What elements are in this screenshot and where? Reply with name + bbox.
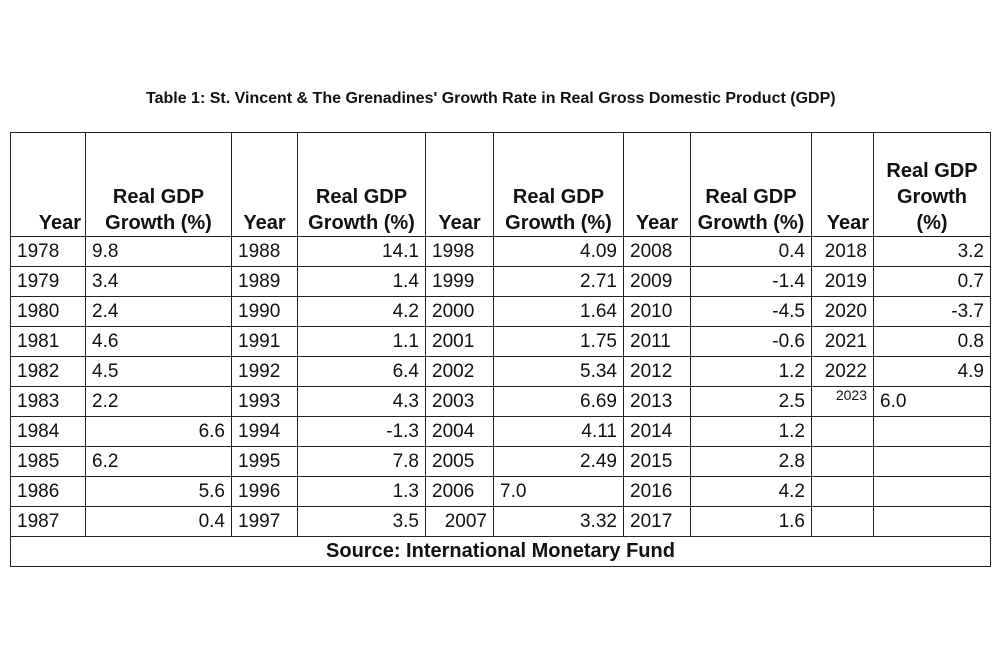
year-cell: 1984 [11,417,86,447]
year-cell: 2012 [624,357,691,387]
year-cell: 1990 [232,297,298,327]
table-row [11,267,991,297]
header-year: Year [812,133,874,237]
growth-cell: 1.2 [691,417,812,447]
year-cell: 2003 [426,387,494,417]
growth-cell: 2.71 [494,267,624,297]
year-cell: 2000 [426,297,494,327]
growth-cell: 3.32 [494,507,624,537]
growth-cell: 1.75 [494,327,624,357]
year-cell: 2019 [812,267,874,297]
growth-cell: 6.0 [874,387,991,417]
growth-cell: 2.8 [691,447,812,477]
year-cell: 2010 [624,297,691,327]
growth-cell: 6.6 [86,417,232,447]
year-cell: 1992 [232,357,298,387]
year-cell: 1991 [232,327,298,357]
table-row [11,237,991,267]
table-row [11,477,991,507]
year-cell: 1988 [232,237,298,267]
year-cell: 2004 [426,417,494,447]
growth-cell: 1.6 [691,507,812,537]
header-year: Year [11,133,86,237]
growth-cell: 0.8 [874,327,991,357]
year-cell: 1989 [232,267,298,297]
header-growth: Real GDP Growth (%) [691,133,812,237]
growth-cell: 6.4 [298,357,426,387]
gdp-growth-table [10,132,991,567]
growth-cell: 1.1 [298,327,426,357]
year-cell: 1980 [11,297,86,327]
growth-cell: -0.6 [691,327,812,357]
table-row [11,327,991,357]
growth-cell: 4.2 [298,297,426,327]
growth-cell: 7.8 [298,447,426,477]
growth-cell: 2.4 [86,297,232,327]
growth-cell: 1.64 [494,297,624,327]
year-cell: 2022 [812,357,874,387]
year-cell: 1994 [232,417,298,447]
header-growth: Real GDP Growth (%) [494,133,624,237]
growth-cell [874,417,991,447]
growth-cell: 0.7 [874,267,991,297]
growth-cell: -3.7 [874,297,991,327]
growth-cell: 0.4 [691,237,812,267]
growth-cell: 1.2 [691,357,812,387]
growth-cell: 2.2 [86,387,232,417]
year-cell: 2017 [624,507,691,537]
growth-cell: 4.5 [86,357,232,387]
year-cell: 1995 [232,447,298,477]
year-cell [812,477,874,507]
year-cell: 1987 [11,507,86,537]
growth-cell: 4.3 [298,387,426,417]
year-cell: 1996 [232,477,298,507]
year-cell: 1983 [11,387,86,417]
header-growth: Real GDP Growth (%) [298,133,426,237]
growth-cell: 6.2 [86,447,232,477]
header-year: Year [624,133,691,237]
table-row [11,417,991,447]
table-row [11,297,991,327]
header-year: Year [232,133,298,237]
year-cell: 2018 [812,237,874,267]
growth-cell: -1.3 [298,417,426,447]
growth-cell [874,507,991,537]
growth-cell [874,477,991,507]
growth-cell: 3.4 [86,267,232,297]
year-cell: 2006 [426,477,494,507]
year-cell: 2013 [624,387,691,417]
growth-cell: 1.4 [298,267,426,297]
year-cell: 2020 [812,297,874,327]
growth-cell: -4.5 [691,297,812,327]
table-row [11,447,991,477]
growth-cell: 6.69 [494,387,624,417]
growth-cell: 0.4 [86,507,232,537]
growth-cell: 1.3 [298,477,426,507]
year-cell [812,447,874,477]
growth-cell: 2.5 [691,387,812,417]
year-cell: 1993 [232,387,298,417]
growth-cell: 3.5 [298,507,426,537]
year-cell: 1978 [11,237,86,267]
header-row [11,133,991,237]
year-cell: 2002 [426,357,494,387]
growth-cell: 5.6 [86,477,232,507]
year-cell: 2001 [426,327,494,357]
growth-cell: 9.8 [86,237,232,267]
year-cell [812,417,874,447]
year-cell: 2016 [624,477,691,507]
header-growth: Real GDP Growth (%) [874,133,991,237]
year-cell: 1986 [11,477,86,507]
year-cell: 2007 [426,507,494,537]
growth-cell: 7.0 [494,477,624,507]
growth-cell [874,447,991,477]
growth-cell: 3.2 [874,237,991,267]
source-note: Source: International Monetary Fund [11,537,991,567]
growth-cell: 5.34 [494,357,624,387]
year-cell: 1999 [426,267,494,297]
year-cell: 2021 [812,327,874,357]
year-cell: 2023 [812,387,874,417]
header-year: Year [426,133,494,237]
year-cell [812,507,874,537]
year-cell: 1985 [11,447,86,477]
table-row [11,387,991,417]
year-cell: 2009 [624,267,691,297]
year-cell: 2015 [624,447,691,477]
growth-cell: 14.1 [298,237,426,267]
year-cell: 1997 [232,507,298,537]
year-cell: 2005 [426,447,494,477]
year-cell: 1979 [11,267,86,297]
year-cell: 2014 [624,417,691,447]
growth-cell: 2.49 [494,447,624,477]
year-cell: 2008 [624,237,691,267]
table-row [11,507,991,537]
growth-cell: 4.2 [691,477,812,507]
year-cell: 1981 [11,327,86,357]
table-row [11,357,991,387]
year-cell: 2011 [624,327,691,357]
year-cell: 1982 [11,357,86,387]
growth-cell: 4.11 [494,417,624,447]
year-cell: 1998 [426,237,494,267]
table-caption: Table 1: St. Vincent & The Grenadines' Growth Rate in Real Gross Domestic Product (GDP) [146,90,836,107]
growth-cell: 4.6 [86,327,232,357]
growth-cell: -1.4 [691,267,812,297]
growth-cell: 4.09 [494,237,624,267]
header-growth: Real GDP Growth (%) [86,133,232,237]
growth-cell: 4.9 [874,357,991,387]
source-row [11,537,991,567]
